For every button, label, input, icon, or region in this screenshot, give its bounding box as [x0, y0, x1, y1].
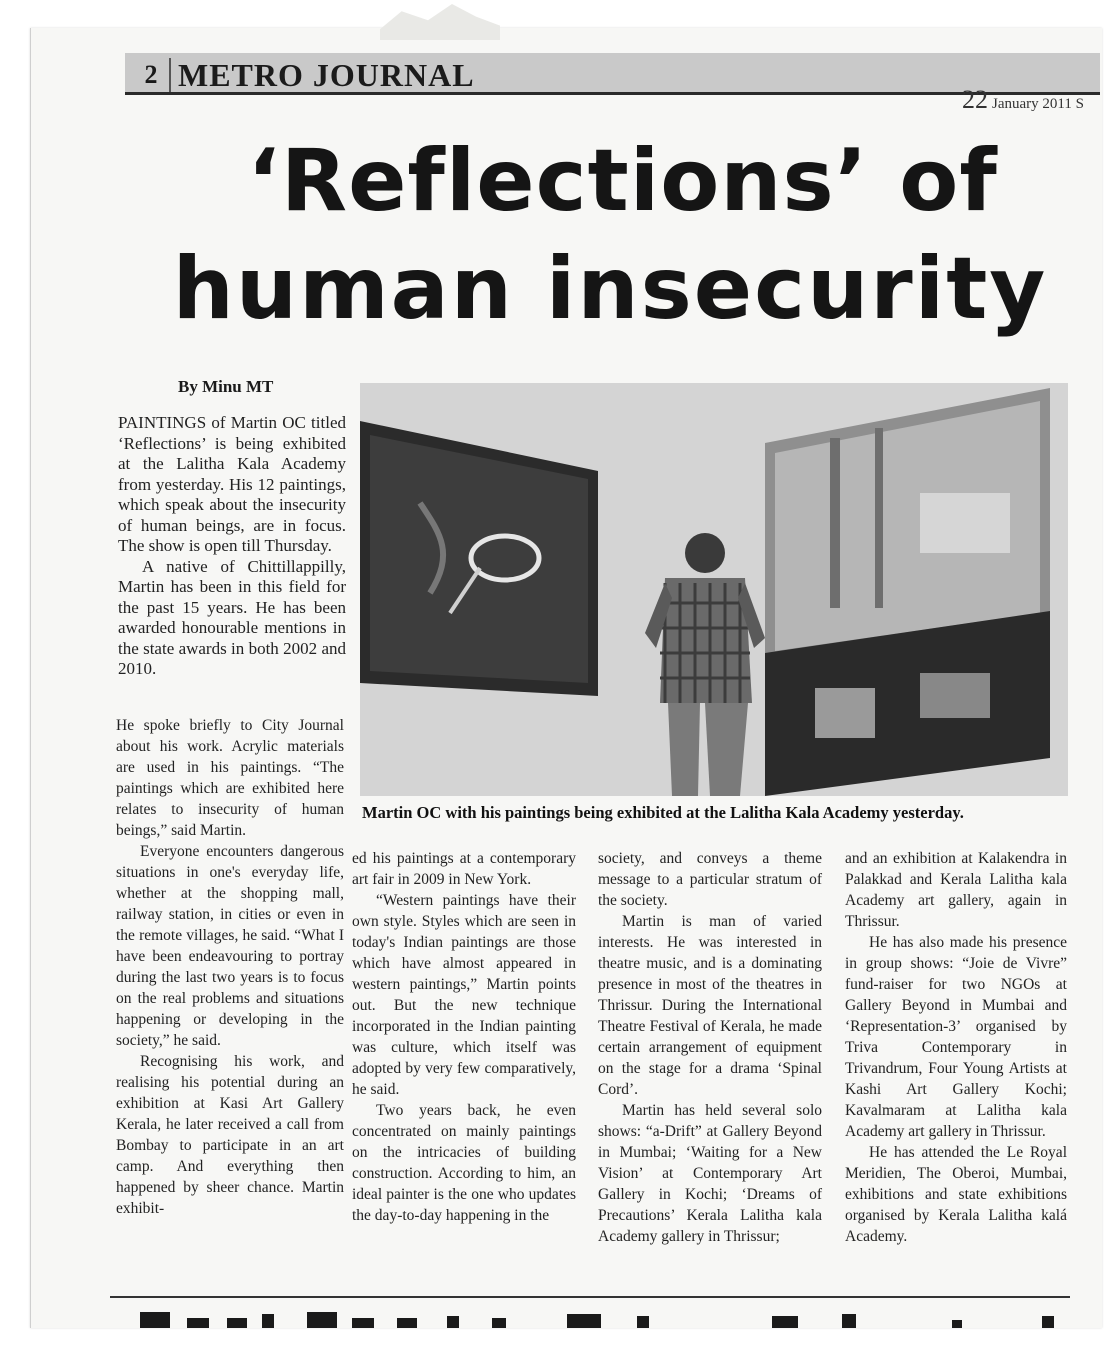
paragraph: Two years back, he even concentrated on mainly paintings on the intricacies of building construction. According to him, an ideal painter is the one who updates the day-to-day happening in the [352, 1102, 576, 1224]
paragraph: He spoke briefly to City Journal about his work. Acrylic materials are used in his paintings. “The paintings which are exhibited here relates to insecurity of human beings,” said Martin. [116, 717, 344, 839]
paragraph: society, and conveys a theme message to a particular stratum of the society. [598, 850, 822, 909]
paragraph: Everyone encounters dangerous situations in one's everyday life, whether at the shopping mall, railway station, in cities or even in the remote villages, he said. “What I have been endeavouring to portray during the last two years is to focus on the real problems and situations happening or developing in the society,” he said. [116, 843, 344, 1049]
paragraph: “Western paintings have their own style. Styles which are seen in today's Indian paintings are those which have almost appeared in western paintings,” Martin points out. But the new technique incorporated in the Indian painting was culture, which itself was adopted by very few comparatively, he said. [352, 892, 576, 1098]
paragraph: Martin is man of varied interests. He was interested in theatre music, and is a dominating presence in most of the theatres in Thrissur. During the International Theatre Festival of Kerala, he made certain arrangement of equipment on the stage for a drama ‘Spinal Cord’. [598, 913, 822, 1098]
cropped-next-headline [112, 1300, 1072, 1328]
torn-edge [380, 4, 500, 40]
paragraph: PAINTINGS of Martin OC titled ‘Reflections’ is being exhibited at the Lalitha Kala Academy from yesterday. His 12 paintings, which speak about the insecurity of human beings, are in focus. The show is open till Thursday. [118, 413, 346, 555]
paragraph: and an exhibition at Kalakendra in Palakkad and Kerala Lalitha kala Academy art gallery, again in Thrissur. [845, 850, 1067, 930]
issue-date [962, 85, 1084, 115]
article-column-2 [352, 848, 576, 1226]
article-column-1-top [118, 413, 346, 680]
paragraph: He has attended the Le Royal Meridien, The Oberoi, Mumbai, exhibitions and state exhibitions organised by Kerala Lalitha kalá Academy. [845, 1144, 1067, 1245]
paragraph: He has also made his presence in group shows: “Joie de Vivre” fund-raiser for two NGOs at Gallery Beyond in Mumbai and ‘Representation-3’ organised by Triva Contemporary in Trivandrum, Four Young Artists at Kashi Art Gallery Kochi; Kavalmaram at Lalitha kala Academy art gallery in Thrissur. [845, 934, 1067, 1140]
page-number: 2 [133, 58, 171, 92]
paragraph: Recognising his work, and realising his potential during an exhibition at Kasi Art Gallery Kerala, he later received a call from Bombay to participate in an art camp. And everything then happened by sheer chance. Martin exhibit- [116, 1053, 344, 1217]
byline: By Minu MT [178, 377, 274, 396]
bottom-rule [110, 1296, 1070, 1298]
paragraph: A native of Chittillappilly, Martin has been in this field for the past 15 years. He has been awarded honourable mentions in the state awards in both 2002 and 2010. [118, 556, 346, 678]
headline-line-2: human insecurity [172, 239, 1048, 339]
article-photo [360, 383, 1068, 796]
section-name: METRO JOURNAL [178, 57, 475, 93]
article-column-3 [598, 848, 822, 1247]
photo-caption: Martin OC with his paintings being exhibited at the Lalitha Kala Academy yesterday. [362, 803, 964, 822]
article-column-4 [845, 848, 1067, 1247]
paragraph: Martin has held several solo shows: “a-Drift” at Gallery Beyond in Mumbai; ‘Waiting for a New Vision’ at Contemporary Art Gallery in Kochi; ‘Dreams of Precautions’ Kerala Lalitha kala Academy gallery in Thrissur; [598, 1102, 822, 1245]
paragraph: ed his paintings at a contemporary art fair in 2009 in New York. [352, 850, 576, 888]
article-headline [120, 131, 1100, 339]
headline-line-1: ‘Reflections’ of [247, 131, 998, 231]
issue-date-day: 22 [962, 85, 988, 114]
issue-date-rest: January 2011 S [992, 96, 1084, 112]
article-column-1-bottom [116, 715, 344, 1219]
